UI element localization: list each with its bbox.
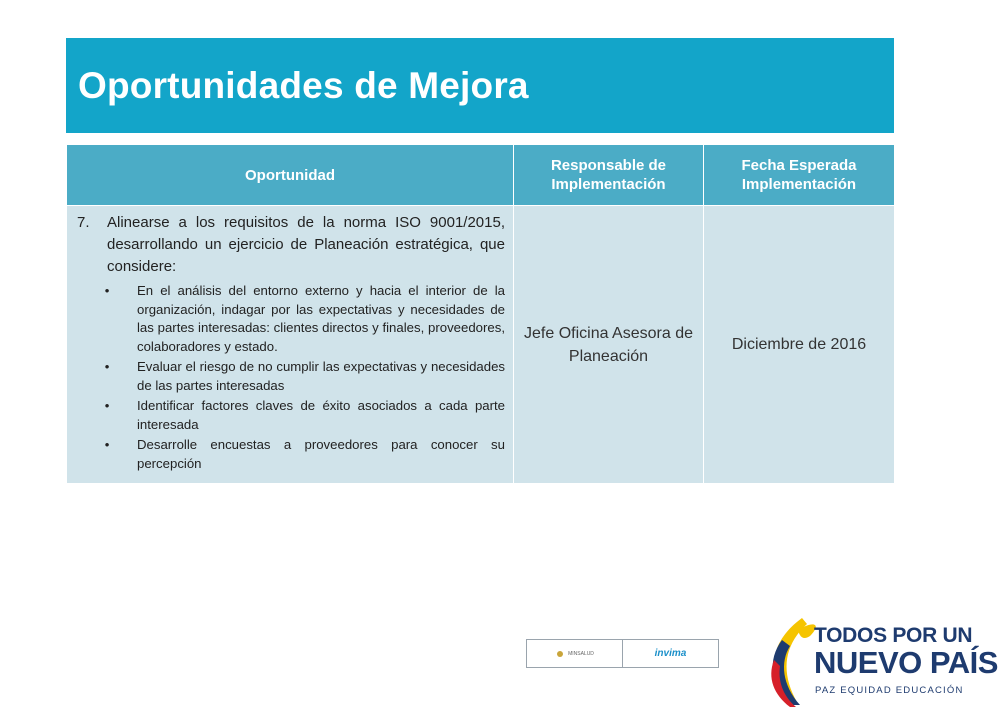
header-oportunidad: Oportunidad (67, 145, 514, 206)
partner-logos (526, 639, 719, 668)
invima-logo-text: invima (654, 648, 687, 659)
bullet-text: Desarrolle encuestas a proveedores para conocer su percepción (137, 437, 505, 471)
header-fecha: Fecha Esperada Implementación (704, 145, 895, 206)
list-item (77, 436, 505, 473)
slide-title: Oportunidades de Mejora (78, 64, 529, 106)
bullet-text: En el análisis del entorno externo y hacia el interior de la organización, indagar por las expectativas y necesidades de las partes interesadas: clientes directos y finales, proveedores, colaboradores y estado. (137, 283, 505, 354)
table-row (67, 206, 895, 484)
date-cell: Diciembre de 2016 (704, 206, 895, 484)
list-item (77, 282, 505, 356)
bullet-icon: • (104, 283, 110, 298)
gov-slogan-line2: NUEVO PAÍS (814, 645, 998, 680)
table-header-row (67, 145, 895, 206)
opportunity-heading (77, 212, 505, 278)
responsible-cell: Jefe Oficina Asesora de Planeación (514, 206, 704, 484)
invima-logo (623, 640, 718, 667)
bullet-icon: • (104, 437, 110, 452)
opportunities-table (66, 144, 895, 484)
list-item (77, 397, 505, 434)
opportunity-number: 7. (77, 214, 90, 231)
list-item (77, 358, 505, 395)
bullet-list (77, 282, 505, 473)
gov-slogan-line1: TODOS POR UN (814, 624, 973, 647)
gov-slogan-line3: PAZ EQUIDAD EDUCACIÓN (815, 685, 964, 696)
bullet-icon: • (104, 398, 110, 413)
bullet-text: Identificar factores claves de éxito asociados a cada parte interesada (137, 398, 505, 432)
header-responsable: Responsable de Implementación (514, 145, 704, 206)
coat-of-arms-icon (555, 650, 565, 658)
opportunity-text: Alinearse a los requisitos de la norma ISO 9001/2015, desarrollando un ejercicio de Planeación estratégica, que considere: (107, 214, 505, 275)
minsalud-logo-text: MINSALUD (568, 650, 594, 657)
title-bar (66, 38, 894, 133)
bullet-text: Evaluar el riesgo de no cumplir las expectativas y necesidades de las partes interesadas (137, 359, 505, 393)
bullet-icon: • (104, 359, 110, 374)
minsalud-logo (527, 640, 623, 667)
opportunity-cell (67, 206, 514, 484)
